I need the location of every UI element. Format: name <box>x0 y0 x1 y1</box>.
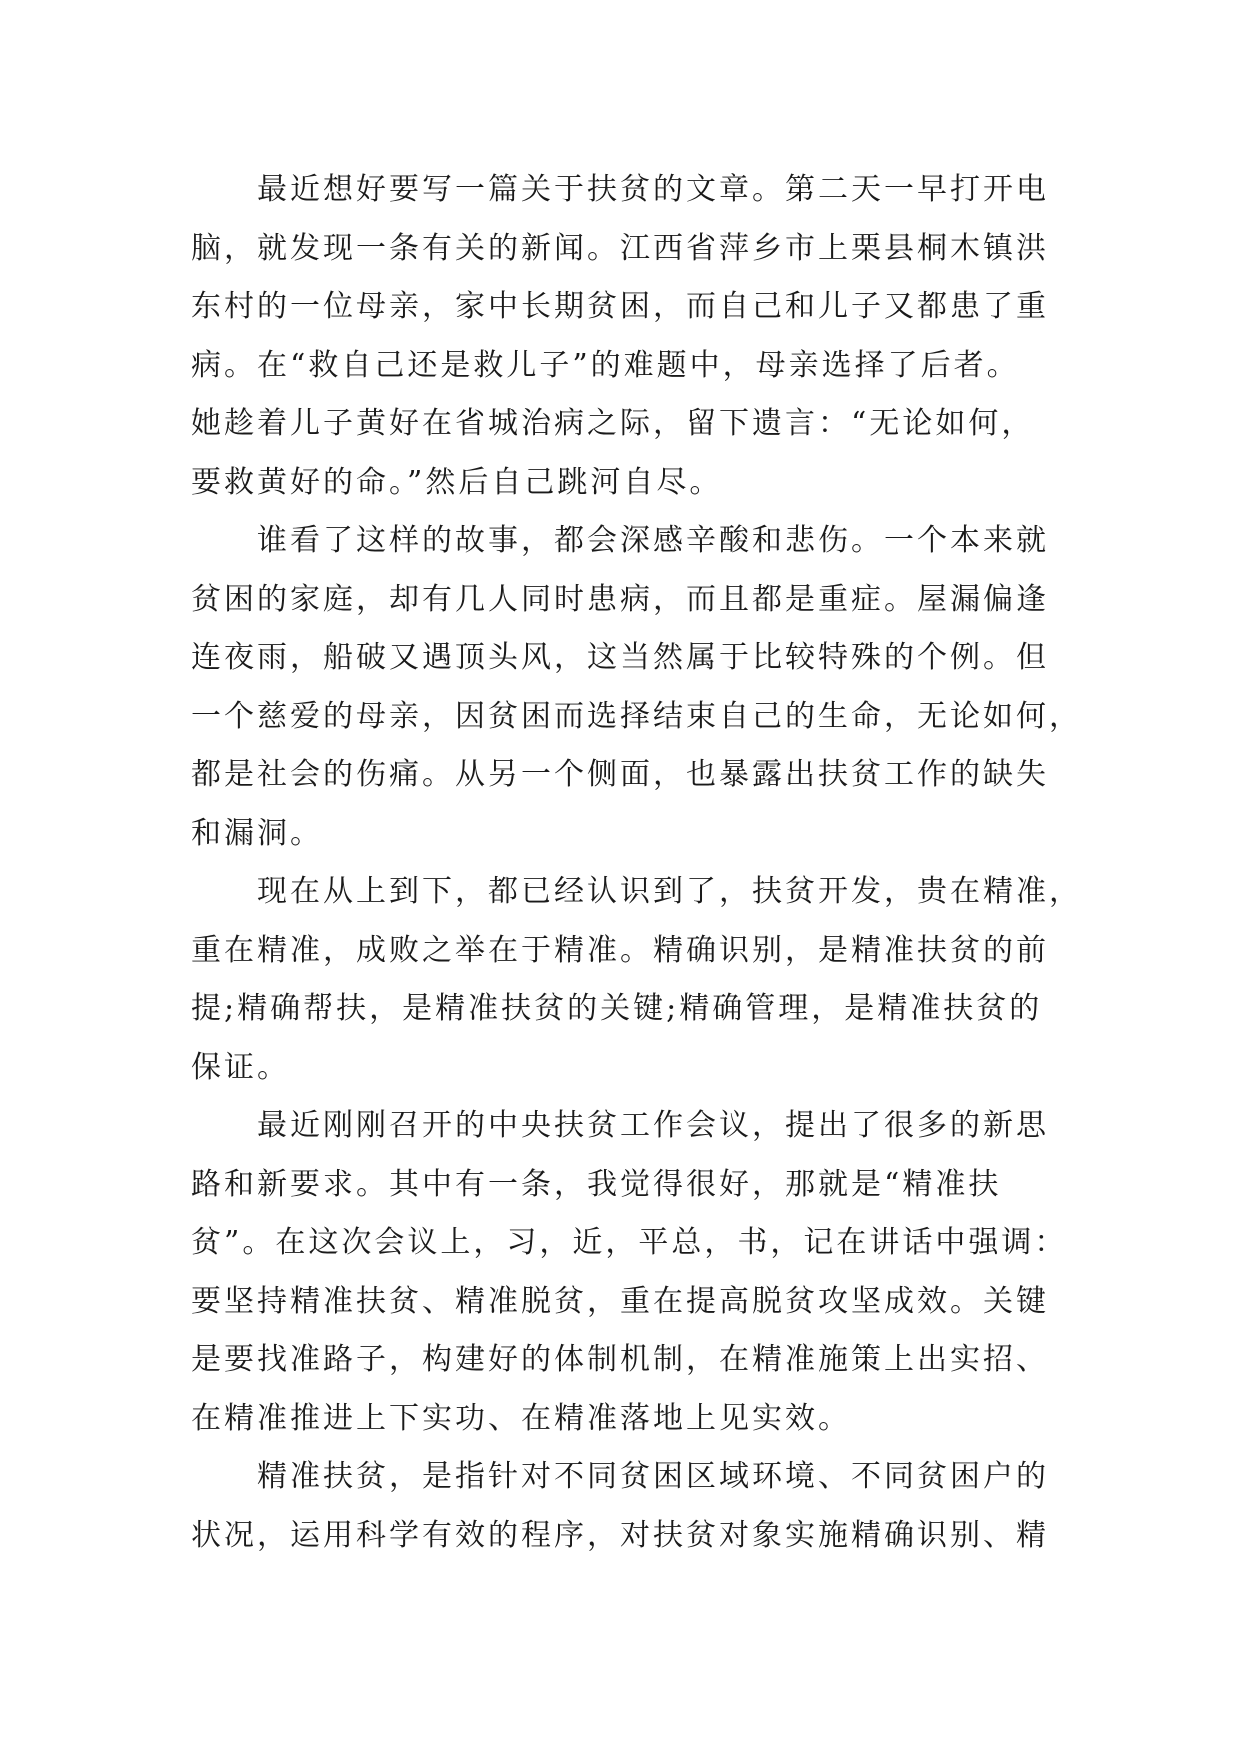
text-line: 要坚持精准扶贫、精准脱贫，重在提高脱贫攻坚成效。关键 <box>191 1283 1049 1319</box>
text-line: 状况，运用科学有效的程序，对扶贫对象实施精确识别、精 <box>191 1517 1049 1553</box>
text-line: 她趁着儿子黄好在省城治病之际，留下遗言：“无论如何， <box>191 406 1035 441</box>
text-line: 一个慈爱的母亲，因贫困而选择结束自己的生命，无论如何， <box>191 698 1082 734</box>
text-line: 东村的一位母亲，家中长期贫困，而自己和儿子又都患了重 <box>191 289 1049 324</box>
text-line: 在精准推进上下实功、在精准落地上见实效。 <box>191 1400 851 1436</box>
text-line: 要救黄好的命。”然后自己跳河自尽。 <box>191 464 723 500</box>
text-line: 连夜雨，船破又遇顶头风，这当然属于比较特殊的个例。但 <box>191 640 1049 675</box>
text-line: 现在从上到下，都已经认识到了，扶贫开发，贵在精准， <box>257 874 1082 909</box>
text-line: 精准扶贫，是指针对不同贫困区域环境、不同贫困户的 <box>257 1459 1049 1494</box>
text-line: 最近刚刚召开的中央扶贫工作会议，提出了很多的新思 <box>257 1108 1049 1143</box>
text-line: 是要找准路子，构建好的体制机制，在精准施策上出实招、 <box>191 1342 1049 1377</box>
paragraph-2 <box>191 512 1082 863</box>
paragraph-5 <box>191 1448 1051 1565</box>
text-line: 路和新要求。其中有一条，我觉得很好，那就是“精准扶 <box>191 1166 1002 1202</box>
text-line: 谁看了这样的故事，都会深感辛酸和悲伤。一个本来就 <box>257 523 1049 558</box>
text-line: 贫困的家庭，却有几人同时患病，而且都是重症。屋漏偏逢 <box>191 581 1049 617</box>
paragraph-4 <box>191 1097 1068 1448</box>
paragraph-3 <box>191 863 1082 1097</box>
text-line: 提;精确帮扶，是精准扶贫的关键;精确管理，是精准扶贫的 <box>191 991 1043 1026</box>
paragraph-1 <box>191 161 1051 512</box>
text-line: 都是社会的伤痛。从另一个侧面，也暴露出扶贫工作的缺失 <box>191 757 1049 792</box>
text-line: 贫”。在这次会议上，习，近，平总，书，记在讲话中强调： <box>191 1225 1068 1260</box>
text-line: 和漏洞。 <box>191 815 323 851</box>
text-line: 最近想好要写一篇关于扶贫的文章。第二天一早打开电 <box>257 172 1049 207</box>
text-line: 保证。 <box>191 1049 290 1085</box>
text-line: 脑，就发现一条有关的新闻。江西省萍乡市上栗县桐木镇洪 <box>191 230 1049 266</box>
document-body <box>191 161 1082 1565</box>
text-line: 病。在“救自己还是救儿子”的难题中，母亲选择了后者。 <box>191 347 1020 383</box>
text-line: 重在精准，成败之举在于精准。精确识别，是精准扶贫的前 <box>191 932 1049 968</box>
